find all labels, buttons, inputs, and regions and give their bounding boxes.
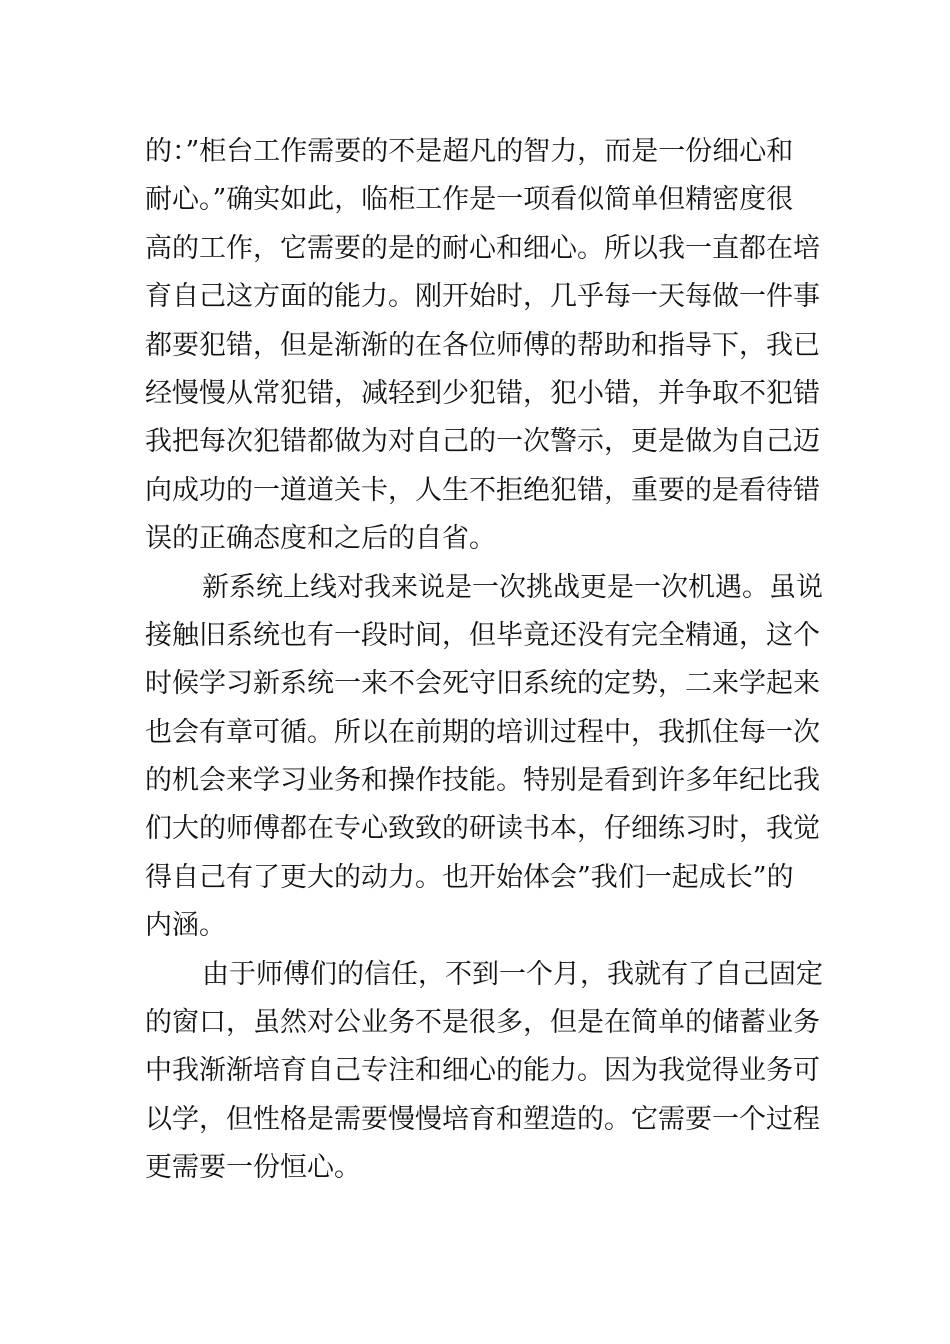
text-line: 新系统上线对我来说是一次挑战更是一次机遇。虽说 (202, 571, 823, 603)
text-line: 经慢慢从常犯错，减轻到少犯错，犯小错，并争取不犯错 (145, 377, 820, 409)
text-line: 的窗口，虽然对公业务不是很多，但是在简单的储蓄业务 (145, 1007, 820, 1039)
text-line: 中我渐渐培育自己专注和细心的能力。因为我觉得业务可 (145, 1055, 820, 1087)
text-line: 们大的师傅都在专心致致的研读书本，仔细练习时，我觉 (145, 813, 820, 845)
text-line: 耐心。”确实如此，临柜工作是一项看似简单但精密度很 (145, 184, 794, 216)
text-line: 的机会来学习业务和操作技能。特别是看到许多年纪比我 (145, 765, 820, 797)
document-body (145, 128, 823, 1193)
text-line: 都要犯错，但是渐渐的在各位师傅的帮助和指导下，我已 (145, 329, 820, 361)
text-line: 的：”柜台工作需要的不是超凡的智力，而是一份细心和 (145, 136, 794, 167)
text-line: 向成功的一道道关卡，人生不拒绝犯错，重要的是看待错 (145, 474, 820, 506)
text-line: 接触旧系统也有一段时间，但毕竟还没有完全精通，这个 (145, 619, 820, 651)
text-line: 得自己有了更大的动力。也开始体会”我们一起成长”的 (145, 861, 794, 893)
text-line: 误的正确态度和之后的自省。 (145, 523, 496, 555)
paragraph-3 (145, 951, 823, 1193)
paragraph-1 (145, 128, 820, 564)
text-line: 育自己这方面的能力。刚开始时，几乎每一天每做一件事 (145, 281, 820, 313)
text-line: 也会有章可循。所以在前期的培训过程中，我抓住每一次 (145, 716, 820, 748)
text-line: 我把每次犯错都做为对自己的一次警示，更是做为自己迈 (145, 426, 820, 458)
text-line: 内涵。 (145, 910, 226, 942)
text-line: 时候学习新系统一来不会死守旧系统的定势，二来学起来 (145, 668, 820, 700)
text-line: 高的工作，它需要的是的耐心和细心。所以我一直都在培 (145, 232, 820, 264)
paragraph-2 (145, 564, 823, 951)
text-line: 由于师傅们的信任，不到一个月，我就有了自己固定 (202, 958, 823, 990)
text-line: 更需要一份恒心。 (145, 1152, 361, 1184)
text-line: 以学，但性格是需要慢慢培育和塑造的。它需要一个过程 (145, 1103, 820, 1135)
